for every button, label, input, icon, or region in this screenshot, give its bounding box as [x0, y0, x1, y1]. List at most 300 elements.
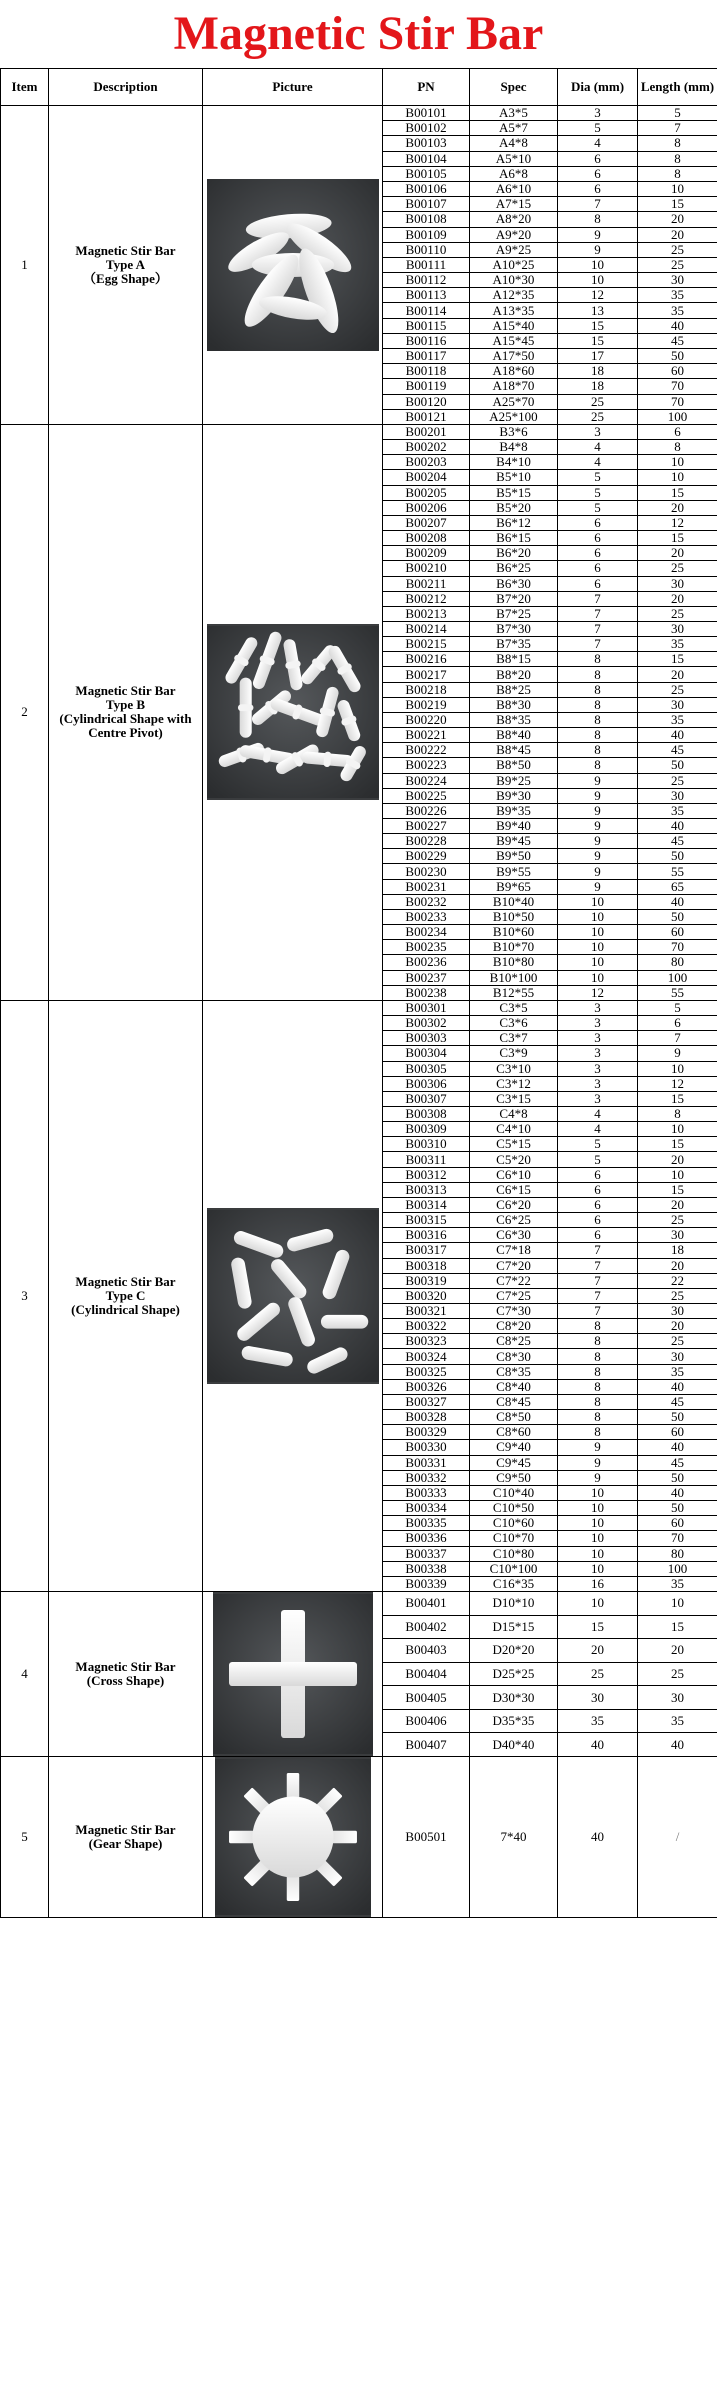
dia-value: 16 — [558, 1576, 638, 1591]
part-number: B00404 — [383, 1662, 470, 1686]
part-number: B00116 — [383, 333, 470, 348]
part-number: B00237 — [383, 970, 470, 985]
part-number: B00201 — [383, 424, 470, 439]
part-number: B00227 — [383, 819, 470, 834]
part-number: B00338 — [383, 1561, 470, 1576]
dia-value: 6 — [558, 1228, 638, 1243]
description-line: (Cross Shape) — [86, 1672, 165, 1688]
item-number: 4 — [1, 1591, 49, 1756]
length-value: 50 — [638, 758, 717, 773]
length-value: 15 — [638, 652, 717, 667]
dia-value: 10 — [558, 1531, 638, 1546]
spec-value: B6*12 — [470, 515, 558, 530]
dia-value: 8 — [558, 728, 638, 743]
spec-value: C10*70 — [470, 1531, 558, 1546]
spec-value: B8*45 — [470, 743, 558, 758]
length-value: 60 — [638, 925, 717, 940]
header-picture: Picture — [203, 69, 383, 106]
dia-value: 35 — [558, 1709, 638, 1733]
spec-value: B5*10 — [470, 470, 558, 485]
header-description: Description — [49, 69, 203, 106]
spec-value: A8*20 — [470, 212, 558, 227]
length-value: 25 — [638, 561, 717, 576]
length-value: 8 — [638, 136, 717, 151]
spec-value: C8*20 — [470, 1319, 558, 1334]
description-line: Magnetic Stir Bar — [75, 1273, 176, 1289]
length-value: 10 — [638, 470, 717, 485]
part-number: B00305 — [383, 1061, 470, 1076]
egg-shape-stir-bars-photo — [207, 179, 379, 351]
item-picture — [203, 424, 383, 1000]
dia-value: 8 — [558, 1410, 638, 1425]
spec-value: B7*20 — [470, 591, 558, 606]
dia-value: 8 — [558, 758, 638, 773]
header-length: Length (mm) — [638, 69, 717, 106]
dia-value: 5 — [558, 121, 638, 136]
dia-value: 9 — [558, 1470, 638, 1485]
spec-value: B8*15 — [470, 652, 558, 667]
dia-value: 3 — [558, 1016, 638, 1031]
part-number: B00121 — [383, 409, 470, 424]
part-number: B00215 — [383, 637, 470, 652]
part-number: B00231 — [383, 879, 470, 894]
spec-value: C5*20 — [470, 1152, 558, 1167]
item-number: 2 — [1, 424, 49, 1000]
part-number: B00117 — [383, 349, 470, 364]
part-number: B00208 — [383, 531, 470, 546]
dia-value: 17 — [558, 349, 638, 364]
length-value: 20 — [638, 1258, 717, 1273]
spec-value: B8*20 — [470, 667, 558, 682]
spec-value: B4*8 — [470, 440, 558, 455]
dia-value: 3 — [558, 1061, 638, 1076]
dia-value: 7 — [558, 637, 638, 652]
spec-value: C8*40 — [470, 1379, 558, 1394]
spec-table — [0, 68, 717, 1918]
spec-value: C8*50 — [470, 1410, 558, 1425]
part-number: B00218 — [383, 682, 470, 697]
dia-value: 4 — [558, 1106, 638, 1121]
spec-value: C10*80 — [470, 1546, 558, 1561]
spec-value: A10*30 — [470, 273, 558, 288]
table-row — [1, 1000, 717, 1015]
spec-value: B6*15 — [470, 531, 558, 546]
description-line: Magnetic Stir Bar — [75, 1821, 176, 1837]
length-value: 25 — [638, 773, 717, 788]
dia-value: 6 — [558, 1167, 638, 1182]
spec-value: B8*40 — [470, 728, 558, 743]
length-value: 35 — [638, 712, 717, 727]
length-value: 22 — [638, 1273, 717, 1288]
part-number: B00405 — [383, 1686, 470, 1710]
dia-value: 7 — [558, 606, 638, 621]
spec-value: C8*30 — [470, 1349, 558, 1364]
dia-value: 6 — [558, 151, 638, 166]
part-number: B00108 — [383, 212, 470, 227]
dia-value: 8 — [558, 697, 638, 712]
dia-value: 6 — [558, 1197, 638, 1212]
dia-value: 4 — [558, 440, 638, 455]
spec-value: D15*15 — [470, 1615, 558, 1639]
spec-value: C8*25 — [470, 1334, 558, 1349]
length-value: 70 — [638, 394, 717, 409]
dia-value: 8 — [558, 1349, 638, 1364]
spec-value: A25*70 — [470, 394, 558, 409]
spec-value: B9*25 — [470, 773, 558, 788]
part-number: B00102 — [383, 121, 470, 136]
spec-value: C4*8 — [470, 1106, 558, 1121]
length-value: 20 — [638, 212, 717, 227]
length-value: 30 — [638, 1304, 717, 1319]
dia-value: 10 — [558, 970, 638, 985]
length-value: 30 — [638, 576, 717, 591]
dia-value: 10 — [558, 1561, 638, 1576]
spec-value: B8*35 — [470, 712, 558, 727]
length-value: 7 — [638, 1031, 717, 1046]
cross-shape-stir-bar-photo — [213, 1592, 373, 1756]
cylindrical-stir-bars-photo — [207, 1208, 379, 1384]
length-value: 15 — [638, 485, 717, 500]
dia-value: 4 — [558, 136, 638, 151]
spec-value: B10*60 — [470, 925, 558, 940]
item-number: 1 — [1, 106, 49, 425]
part-number: B00320 — [383, 1288, 470, 1303]
part-number: B00314 — [383, 1197, 470, 1212]
dia-value: 7 — [558, 197, 638, 212]
dia-value: 9 — [558, 803, 638, 818]
dia-value: 6 — [558, 546, 638, 561]
length-value: 25 — [638, 1288, 717, 1303]
part-number: B00115 — [383, 318, 470, 333]
length-value: 25 — [638, 606, 717, 621]
part-number: B00118 — [383, 364, 470, 379]
spec-value: A15*40 — [470, 318, 558, 333]
dia-value: 15 — [558, 318, 638, 333]
part-number: B00223 — [383, 758, 470, 773]
length-value: 40 — [638, 819, 717, 834]
spec-value: C8*45 — [470, 1394, 558, 1409]
spec-value: C16*35 — [470, 1576, 558, 1591]
length-value: 20 — [638, 1197, 717, 1212]
part-number: B00321 — [383, 1304, 470, 1319]
part-number: B00330 — [383, 1440, 470, 1455]
dia-value: 8 — [558, 667, 638, 682]
length-value: 55 — [638, 985, 717, 1000]
length-value: 35 — [638, 637, 717, 652]
spec-value: A6*8 — [470, 166, 558, 181]
dia-value: 5 — [558, 1152, 638, 1167]
length-value: 10 — [638, 455, 717, 470]
length-value: 50 — [638, 349, 717, 364]
description-line: Type C — [105, 1287, 146, 1303]
part-number: B00233 — [383, 909, 470, 924]
spec-value: B8*50 — [470, 758, 558, 773]
page-title: Magnetic Stir Bar — [173, 7, 544, 60]
part-number: B00203 — [383, 455, 470, 470]
length-value: 100 — [638, 409, 717, 424]
spec-value: B5*20 — [470, 500, 558, 515]
spec-value: A25*100 — [470, 409, 558, 424]
item-description — [49, 1591, 203, 1756]
length-value: 60 — [638, 1425, 717, 1440]
dia-value: 6 — [558, 166, 638, 181]
description-line: (Gear Shape) — [88, 1835, 163, 1851]
length-value: 6 — [638, 1016, 717, 1031]
part-number: B00225 — [383, 788, 470, 803]
spec-value: B4*10 — [470, 455, 558, 470]
length-value: 10 — [638, 1167, 717, 1182]
dia-value: 9 — [558, 819, 638, 834]
length-value: 15 — [638, 1615, 717, 1639]
part-number: B00221 — [383, 728, 470, 743]
length-value: 18 — [638, 1243, 717, 1258]
part-number: B00316 — [383, 1228, 470, 1243]
part-number: B00235 — [383, 940, 470, 955]
dia-value: 8 — [558, 652, 638, 667]
length-value: 5 — [638, 106, 717, 121]
dia-value: 9 — [558, 879, 638, 894]
length-value: 30 — [638, 1686, 717, 1710]
length-value: 100 — [638, 970, 717, 985]
length-value: 70 — [638, 1531, 717, 1546]
part-number: B00308 — [383, 1106, 470, 1121]
spec-value: C7*30 — [470, 1304, 558, 1319]
table-row — [1, 1591, 717, 1615]
spec-value: A5*10 — [470, 151, 558, 166]
part-number: B00310 — [383, 1137, 470, 1152]
spec-value: A18*60 — [470, 364, 558, 379]
length-value: 50 — [638, 1501, 717, 1516]
part-number: B00109 — [383, 227, 470, 242]
dia-value: 13 — [558, 303, 638, 318]
dia-value: 25 — [558, 394, 638, 409]
length-value: 55 — [638, 864, 717, 879]
item-description — [49, 1000, 203, 1591]
dia-value: 9 — [558, 849, 638, 864]
spec-value: C6*20 — [470, 1197, 558, 1212]
item-picture — [203, 1591, 383, 1756]
dia-value: 6 — [558, 531, 638, 546]
part-number: B00306 — [383, 1076, 470, 1091]
spec-value: C3*15 — [470, 1091, 558, 1106]
length-value: 40 — [638, 894, 717, 909]
length-value: 30 — [638, 621, 717, 636]
part-number: B00210 — [383, 561, 470, 576]
length-value: 20 — [638, 546, 717, 561]
dia-value: 25 — [558, 409, 638, 424]
spec-value: D40*40 — [470, 1733, 558, 1757]
dia-value: 6 — [558, 1182, 638, 1197]
dia-value: 10 — [558, 1591, 638, 1615]
part-number: B00216 — [383, 652, 470, 667]
dia-value: 8 — [558, 712, 638, 727]
part-number: B00336 — [383, 1531, 470, 1546]
dia-value: 7 — [558, 1304, 638, 1319]
length-value: 30 — [638, 273, 717, 288]
length-value: 100 — [638, 1561, 717, 1576]
dia-value: 3 — [558, 1000, 638, 1015]
spec-value: B10*80 — [470, 955, 558, 970]
spec-value: C3*12 — [470, 1076, 558, 1091]
dia-value: 5 — [558, 470, 638, 485]
length-value: 40 — [638, 1485, 717, 1500]
gear-shape-stir-bar-photo — [215, 1757, 371, 1917]
part-number: B00206 — [383, 500, 470, 515]
part-number: B00334 — [383, 1501, 470, 1516]
part-number: B00326 — [383, 1379, 470, 1394]
length-value: 50 — [638, 1470, 717, 1485]
dia-value: 10 — [558, 257, 638, 272]
length-value: 5 — [638, 1000, 717, 1015]
part-number: B00120 — [383, 394, 470, 409]
header-pn: PN — [383, 69, 470, 106]
part-number: B00333 — [383, 1485, 470, 1500]
dia-value: 15 — [558, 333, 638, 348]
dia-value: 10 — [558, 1501, 638, 1516]
part-number: B00332 — [383, 1470, 470, 1485]
length-value: 20 — [638, 591, 717, 606]
spec-value: B6*25 — [470, 561, 558, 576]
dia-value: 10 — [558, 1546, 638, 1561]
length-value: 12 — [638, 515, 717, 530]
part-number: B00337 — [383, 1546, 470, 1561]
length-value: 50 — [638, 1410, 717, 1425]
part-number: B00325 — [383, 1364, 470, 1379]
description-line: Type A — [105, 256, 146, 272]
spec-value: B3*6 — [470, 424, 558, 439]
part-number: B00302 — [383, 1016, 470, 1031]
spec-value: A17*50 — [470, 349, 558, 364]
spec-value: B9*55 — [470, 864, 558, 879]
dia-value: 7 — [558, 1243, 638, 1258]
dia-value: 8 — [558, 212, 638, 227]
spec-value: C7*20 — [470, 1258, 558, 1273]
spec-value: D20*20 — [470, 1639, 558, 1663]
dia-value: 10 — [558, 955, 638, 970]
dia-value: 7 — [558, 621, 638, 636]
dia-value: 4 — [558, 455, 638, 470]
length-value: 30 — [638, 1228, 717, 1243]
spec-value: C10*50 — [470, 1501, 558, 1516]
part-number: B00204 — [383, 470, 470, 485]
spec-value: B9*35 — [470, 803, 558, 818]
dia-value: 10 — [558, 1485, 638, 1500]
length-value: 65 — [638, 879, 717, 894]
length-value: 25 — [638, 682, 717, 697]
part-number: B00324 — [383, 1349, 470, 1364]
dia-value: 3 — [558, 1046, 638, 1061]
spec-value: C6*15 — [470, 1182, 558, 1197]
length-value: 10 — [638, 1061, 717, 1076]
part-number: B00313 — [383, 1182, 470, 1197]
spec-value: C3*5 — [470, 1000, 558, 1015]
spec-value: C3*9 — [470, 1046, 558, 1061]
length-value: 20 — [638, 1639, 717, 1663]
length-value: 45 — [638, 1394, 717, 1409]
length-value: 25 — [638, 1334, 717, 1349]
length-value: 15 — [638, 531, 717, 546]
part-number: B00312 — [383, 1167, 470, 1182]
length-value: 60 — [638, 1516, 717, 1531]
part-number: B00304 — [383, 1046, 470, 1061]
dia-value: 12 — [558, 288, 638, 303]
dia-value: 7 — [558, 1273, 638, 1288]
spec-value: C3*10 — [470, 1061, 558, 1076]
dia-value: 3 — [558, 1076, 638, 1091]
length-value: 15 — [638, 1091, 717, 1106]
dia-value: 8 — [558, 682, 638, 697]
spec-value: C10*60 — [470, 1516, 558, 1531]
length-value: 30 — [638, 788, 717, 803]
description-line: Magnetic Stir Bar — [75, 683, 176, 699]
description-line: （Egg Shape） — [83, 270, 168, 286]
spec-value: B8*25 — [470, 682, 558, 697]
dia-value: 8 — [558, 1379, 638, 1394]
spec-value: C8*60 — [470, 1425, 558, 1440]
part-number: B00229 — [383, 849, 470, 864]
dia-value: 6 — [558, 181, 638, 196]
spec-value: B10*40 — [470, 894, 558, 909]
part-number: B00309 — [383, 1122, 470, 1137]
length-value: / — [638, 1756, 717, 1917]
part-number: B00113 — [383, 288, 470, 303]
spec-value: A13*35 — [470, 303, 558, 318]
length-value: 80 — [638, 1546, 717, 1561]
spec-value: C6*25 — [470, 1213, 558, 1228]
dia-value: 5 — [558, 1137, 638, 1152]
part-number: B00406 — [383, 1709, 470, 1733]
dia-value: 7 — [558, 1258, 638, 1273]
dia-value: 6 — [558, 1213, 638, 1228]
spec-value: C10*40 — [470, 1485, 558, 1500]
dia-value: 8 — [558, 1394, 638, 1409]
dia-value: 9 — [558, 227, 638, 242]
length-value: 20 — [638, 667, 717, 682]
part-number: B00315 — [383, 1213, 470, 1228]
spec-value: A6*10 — [470, 181, 558, 196]
length-value: 15 — [638, 1182, 717, 1197]
length-value: 45 — [638, 1455, 717, 1470]
spec-value: D25*25 — [470, 1662, 558, 1686]
dia-value: 30 — [558, 1686, 638, 1710]
length-value: 35 — [638, 1576, 717, 1591]
spec-value: B10*70 — [470, 940, 558, 955]
length-value: 8 — [638, 1106, 717, 1121]
dia-value: 10 — [558, 1516, 638, 1531]
length-value: 70 — [638, 379, 717, 394]
spec-value: D35*35 — [470, 1709, 558, 1733]
dia-value: 7 — [558, 591, 638, 606]
spec-value: A12*35 — [470, 288, 558, 303]
dia-value: 10 — [558, 273, 638, 288]
part-number: B00105 — [383, 166, 470, 181]
dia-value: 9 — [558, 1440, 638, 1455]
length-value: 70 — [638, 940, 717, 955]
length-value: 35 — [638, 288, 717, 303]
length-value: 35 — [638, 1709, 717, 1733]
dia-value: 4 — [558, 1122, 638, 1137]
dia-value: 10 — [558, 940, 638, 955]
part-number: B00205 — [383, 485, 470, 500]
part-number: B00222 — [383, 743, 470, 758]
item-picture — [203, 1756, 383, 1917]
part-number: B00402 — [383, 1615, 470, 1639]
length-value: 10 — [638, 181, 717, 196]
description-line: (Cylindrical Shape with — [59, 711, 192, 727]
spec-value: B9*50 — [470, 849, 558, 864]
spec-value: C6*30 — [470, 1228, 558, 1243]
part-number: B00238 — [383, 985, 470, 1000]
